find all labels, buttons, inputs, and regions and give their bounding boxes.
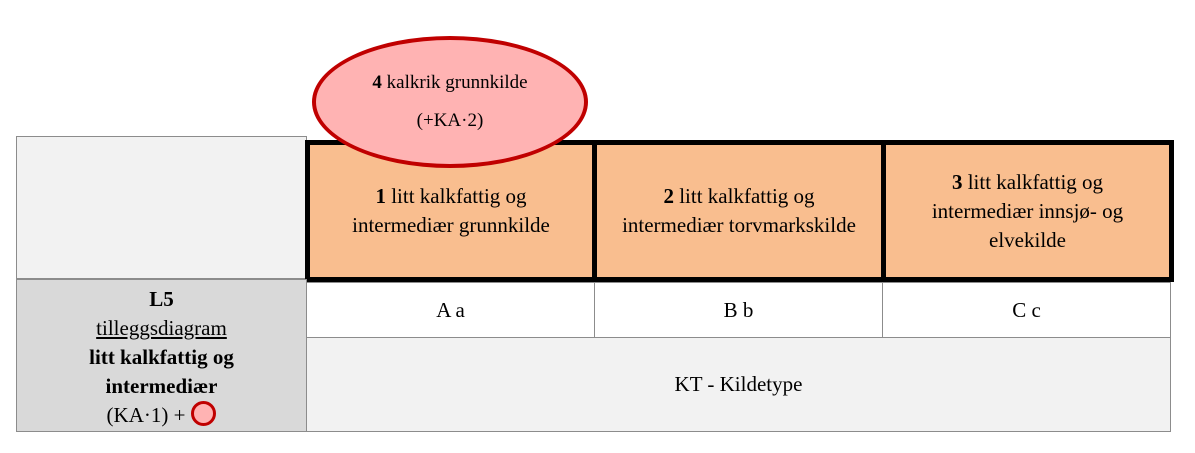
class-box-2 [592,140,886,282]
class-number: 1 [375,184,386,208]
code-cell-b: B b [594,282,883,338]
ellipse-text: kalkrik grunnkilde [386,72,528,93]
label-title-line2: intermediær [105,374,218,398]
ellipse-number: 4 [372,72,382,93]
empty-header-cell [16,136,307,279]
class-text: litt kalkfattig og intermediær torvmarkskilde [622,184,856,237]
label-diagram: tilleggsdiagram [96,316,227,340]
pink-circle-icon [191,401,216,426]
code-cell-a: A a [306,282,595,338]
ellipse-formula: (+KA·2) [416,110,484,131]
class-ellipse-4 [312,36,588,168]
class-number: 3 [951,169,963,194]
class-number: 2 [663,184,674,208]
label-title-line1: litt kalkfattig og [89,345,234,369]
class-text: litt kalkfattig og intermediær innsjø- og elvekilde [931,169,1124,252]
left-label-cell [16,279,307,432]
label-code: L5 [149,287,174,311]
label-formula-row [17,401,306,430]
code-cell-c: C c [882,282,1171,338]
class-box-3 [881,140,1174,282]
label-formula: (KA·1) + [106,403,186,427]
class-text: litt kalkfattig og intermediær grunnkilde [352,184,550,237]
kildetype-cell: KT - Kildetype [306,337,1171,432]
